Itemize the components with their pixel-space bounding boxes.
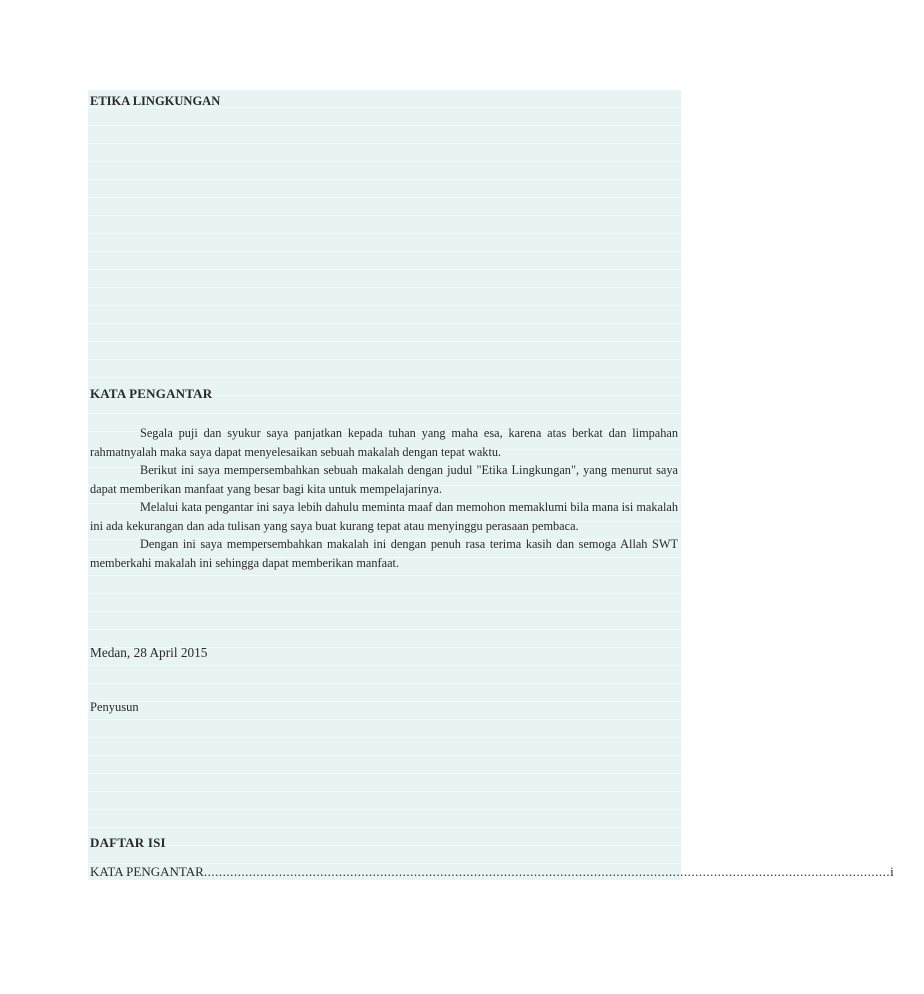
preface-heading: KATA PENGANTAR [90, 386, 213, 401]
toc-entry-label: KATA PENGANTAR [90, 864, 204, 879]
toc-heading: DAFTAR ISI [90, 835, 166, 850]
preface-paragraph: Dengan ini saya mempersembahkan makalah ini dengan penuh rasa terima kasih dan semoga Allah SWT memberkahi makalah ini sehingga dapat memberikan manfaat. [90, 537, 678, 570]
author-label: Penyusun [90, 700, 139, 714]
toc-leader-dots: ....................................................................................................................................................................................... [203, 864, 891, 879]
toc-entry-page: i [890, 864, 894, 879]
place-date: Medan, 28 April 2015 [90, 645, 208, 660]
preface-paragraph: Berikut ini saya mempersembahkan sebuah makalah dengan judul "Etika Lingkungan", yang menurut saya dapat memberikan manfaat yang besar bagi kita untuk mempelajarinya. [90, 463, 678, 496]
preface-paragraph: Melalui kata pengantar ini saya lebih dahulu meminta maaf dan memohon memaklumi bila mana isi makalah ini ada kekurangan dan ada tulisan yang saya buat kurang tepat atau menyinggu perasaan pembaca. [90, 500, 678, 533]
document-title: ETIKA LINGKUNGAN [90, 94, 221, 108]
preface-body [90, 424, 678, 572]
preface-paragraph: Segala puji dan syukur saya panjatkan kepada tuhan yang maha esa, karena atas berkat dan limpahan rahmatnyalah maka saya dapat menyelesaikan sebuah makalah dengan tepat waktu. [90, 426, 678, 459]
toc-entry[interactable] [90, 864, 894, 880]
